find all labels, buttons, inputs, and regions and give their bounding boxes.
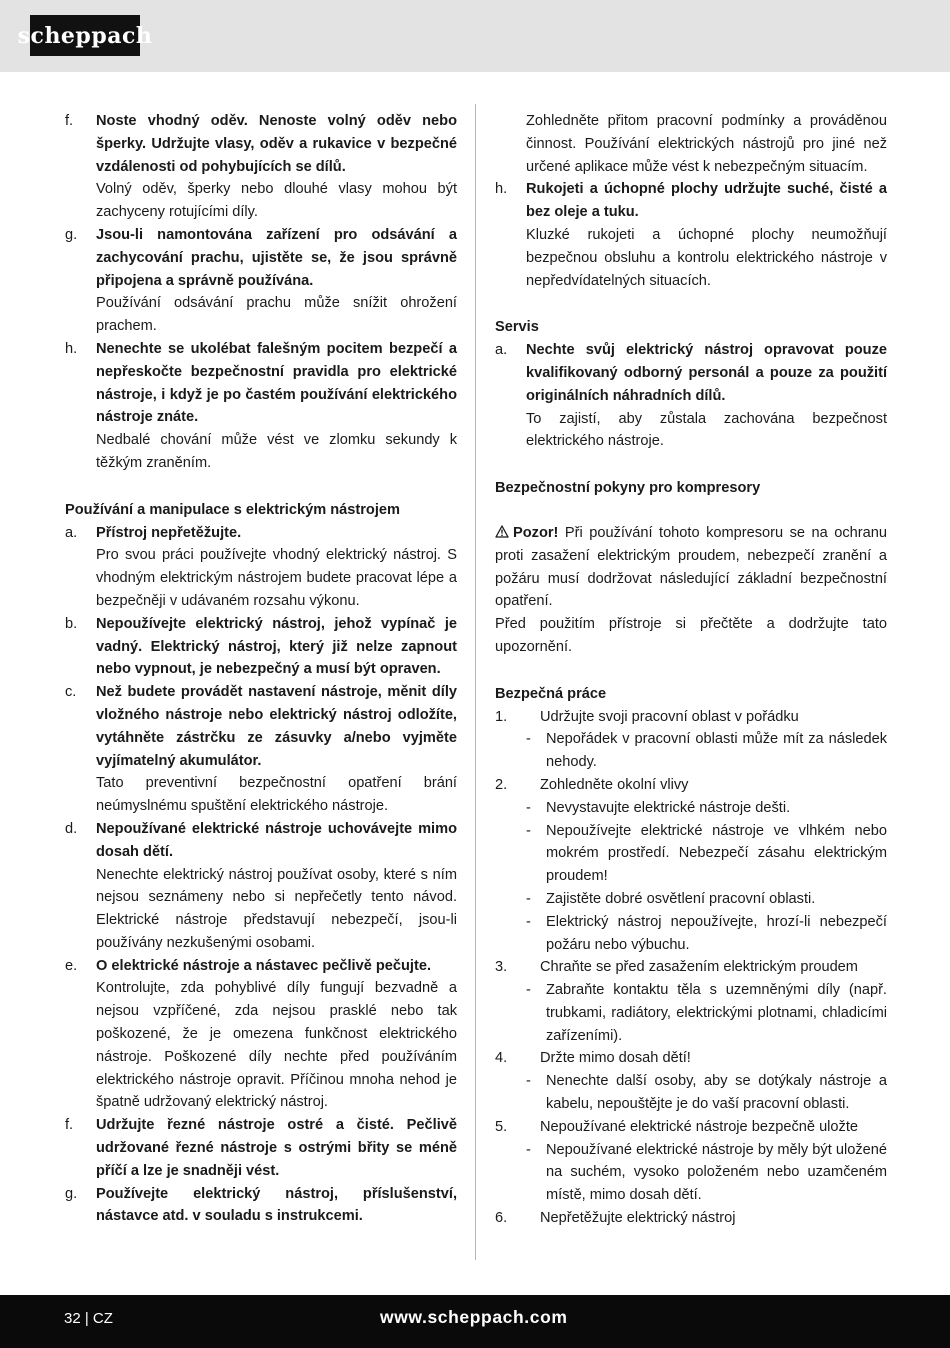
list-item-f2 (65, 1114, 457, 1182)
list-item-d (65, 818, 457, 955)
bullet-item (495, 979, 887, 1047)
list-item-h (65, 338, 457, 475)
bullet-text: Nenechte další osoby, aby se dotýkaly nástroje a kabelu, nepouštějte je do vaší pracovní oblasti. (546, 1073, 887, 1113)
section-title-servis: Servis (495, 319, 539, 336)
right-column (495, 110, 887, 1230)
bullet-text: Nevystavujte elektrické nástroje dešti. (546, 799, 791, 816)
warning-triangle-icon (495, 525, 509, 538)
numbered-item-1 (495, 706, 887, 729)
list-item-g (65, 224, 457, 338)
left-column (65, 110, 457, 1228)
item-body: To zajistí, aby zůstala zachována bezpečnost elektrického nástroje. (526, 410, 887, 450)
item-letter: b. (65, 615, 78, 632)
item-text: Nepoužívané elektrické nástroje bezpečně uložte (540, 1118, 859, 1135)
item-body: Volný oděv, šperky nebo dlouhé vlasy mohou být zachyceny rotujícími díly. (96, 181, 457, 221)
item-number: 6. (495, 1210, 508, 1227)
item-heading: Než budete provádět nastavení nástroje, měnit díly vložného nástroje nebo elektrický nástroj odložíte, vytáhněte zástrčku ze zásuvky a/nebo vyjměte vyjímatelný akumulátor. (96, 684, 457, 769)
item-number: 1. (495, 708, 508, 725)
item-body: Kontrolujte, zda pohyblivé díly fungují bezvadně a nejsou vzpříčené, zda nejsou prasklé nebo tak poškozené, že je omezena funkčnost elektrického nástroje. Poškozené díly nechte před používáním elektrického nástroje opravit. Příčinou mnoha nehod je špatně udržovaný elektrický nástroj. (96, 980, 457, 1111)
list-item-g2 (65, 1183, 457, 1229)
item-text: Chraňte se před zasažením elektrickým proudem (540, 959, 858, 976)
warning-text: Při používání tohoto kompresoru se na ochranu proti zasažení elektrickým proudem, nebezpečí zranění a požáru musí dodržovat následující základní bezpečnostní opatření. (495, 524, 887, 610)
dash-marker: - (526, 1073, 531, 1090)
column-divider (475, 104, 476, 1260)
numbered-item-2 (495, 774, 887, 797)
dash-marker: - (526, 799, 531, 816)
page-header (0, 0, 950, 72)
list-item-c (65, 681, 457, 818)
warning-paragraph-2: Před použitím přístroje si přečtěte a dodržujte tato upozornění. (495, 616, 887, 655)
dash-marker: - (526, 1141, 531, 1158)
dash-marker: - (526, 913, 531, 930)
item-heading: Rukojeti a úchopné plochy udržujte suché, čisté a bez oleje a tuku. (526, 181, 887, 221)
bullet-item (495, 728, 887, 774)
website-link[interactable]: www.scheppach.com (380, 1307, 568, 1327)
item-number: 3. (495, 959, 508, 976)
item-heading: O elektrické nástroje a nástavec pečlivě pečujte. (96, 957, 432, 974)
item-number: 2. (495, 776, 508, 793)
item-letter: d. (65, 820, 78, 837)
item-number: 4. (495, 1050, 508, 1067)
item-heading: Jsou-li namontována zařízení pro odsávání a zachycování prachu, ujistěte se, že jsou správně připojena a správně používána. (96, 226, 457, 289)
warning-label: Pozor! (513, 524, 559, 541)
warning-paragraph (495, 522, 887, 613)
item-body: Nedbalé chování může vést ve zlomku sekundy k těžkým zraněním. (96, 432, 457, 471)
item-letter: g. (65, 1185, 78, 1202)
item-body: Tato preventivní bezpečnostní opatření brání neúmyslnému spuštění elektrického nástroje. (96, 775, 457, 815)
bullet-item (495, 888, 887, 911)
item-letter: c. (65, 684, 77, 701)
continuation-text: Zohledněte přitom pracovní podmínky a prováděnou činnost. Používání elektrických nástrojů pro jiné než určené aplikace může vést k nebezpečným situacím. (526, 113, 887, 175)
section-title-safe-work: Bezpečná práce (495, 685, 607, 702)
dash-marker: - (526, 890, 531, 907)
bullet-item (495, 911, 887, 957)
bullet-text: Nepoužívané elektrické nástroje by měly být uložené na suchém, vysoko položeném nebo uzamčeném místě, mimo dosah dětí. (546, 1141, 887, 1204)
item-letter: e. (65, 957, 78, 974)
item-heading: Udržujte řezné nástroje ostré a čisté. Pečlivě udržované řezné nástroje s ostrými břity se méně příčí a lze je snadněji vést. (96, 1117, 457, 1179)
item-heading: Nenechte se ukolébat falešným pocitem bezpečí a nepřeskočte bezpečnostní pravidla pro elektrické nástroje, i když je po častém používání elektrického nástroje znáte. (96, 340, 457, 426)
numbered-item-6 (495, 1207, 887, 1230)
item-heading: Přístroj nepřetěžujte. (96, 524, 242, 541)
item-letter: a. (495, 342, 508, 359)
item-text: Zohledněte okolní vlivy (540, 776, 689, 793)
item-heading: Nechte svůj elektrický nástroj opravovat pouze kvalifikovaný odborný personál a pouze za použití originálních náhradních dílů. (526, 342, 887, 404)
list-item-f (65, 110, 457, 224)
list-item-e (65, 955, 457, 1115)
item-text: Držte mimo dosah dětí! (540, 1050, 691, 1067)
page-footer (0, 1295, 950, 1348)
item-letter: h. (65, 340, 78, 357)
item-letter: a. (65, 524, 78, 541)
item-letter: h. (495, 181, 508, 198)
item-letter: g. (65, 226, 78, 243)
item-heading: Nepoužívané elektrické nástroje uchovávejte mimo dosah dětí. (96, 820, 457, 860)
scheppach-logo: scheppach (30, 15, 140, 56)
dash-marker: - (526, 982, 531, 999)
bullet-text: Zajistěte dobré osvětlení pracovní oblasti. (546, 890, 816, 907)
item-heading: Používejte elektrický nástroj, příslušenství, nástavce atd. v souladu s instrukcemi. (96, 1185, 457, 1225)
numbered-item-3 (495, 956, 887, 979)
item-heading: Nepoužívejte elektrický nástroj, jehož vypínač je vadný. Elektrický nástroj, který již nelze zapnout nebo vypnout, je nebezpečný a musí být opraven. (96, 615, 457, 678)
bullet-item (495, 1070, 887, 1116)
item-text: Udržujte svoji pracovní oblast v pořádku (540, 708, 799, 725)
list-item-b (65, 613, 457, 681)
bullet-text: Nepoužívejte elektrické nástroje ve vlhkém nebo mokrém prostředí. Nebezpečí zásahu elektrickým proudem! (546, 822, 887, 885)
item-text: Nepřetěžujte elektrický nástroj (540, 1210, 736, 1227)
list-item-servis-a (495, 339, 887, 453)
page-number: 32 | CZ (64, 1310, 113, 1327)
item-body: Používání odsávání prachu může snížit ohrožení prachem. (96, 295, 457, 335)
bullet-item (495, 797, 887, 820)
item-letter: f. (65, 1117, 74, 1134)
item-body: Nenechte elektrický nástroj používat osoby, které s ním nejsou seznámeny nebo si nepřečetly tento návod. Elektrické nástroje představují nebezpečí, jsou-li používány nezkušenými osobami. (96, 866, 457, 951)
bullet-item (495, 1139, 887, 1207)
bullet-text: Elektrický nástroj nepoužívejte, hrozí-li nebezpečí požáru nebo výbuchu. (546, 913, 887, 953)
item-body: Pro svou práci používejte vhodný elektrický nástroj. S vhodným elektrickým nástrojem budete pracovat lépe a bezpečněji v udávaném rozsahu výkonu. (96, 547, 457, 609)
numbered-item-4 (495, 1047, 887, 1070)
item-body: Kluzké rukojeti a úchopné plochy neumožňují bezpečnou obsluhu a kontrolu elektrického nástroje v nepředvídatelných situacích. (526, 226, 887, 289)
item-letter: f. (65, 113, 74, 129)
item-heading: Noste vhodný oděv. Nenoste volný oděv nebo šperky. Udržujte vlasy, oděv a rukavice v bezpečné vzdálenosti od pohybujících se dílů. (96, 113, 457, 175)
bullet-text: Zabraňte kontaktu těla s uzemněnými díly (např. trubkami, radiátory, elektrickými plotnami, chladicími zařízeními). (546, 982, 887, 1044)
dash-marker: - (526, 822, 531, 839)
dash-marker: - (526, 731, 531, 748)
list-item-a (65, 522, 457, 613)
section-title-usage: Používání a manipulace s elektrickým nástrojem (65, 501, 400, 518)
bullet-item (495, 820, 887, 888)
section-title-compressor: Bezpečnostní pokyny pro kompresory (495, 480, 761, 497)
list-item-h-right (495, 178, 887, 292)
bullet-text: Nepořádek v pracovní oblasti může mít za následek nehody. (546, 731, 887, 771)
numbered-item-5 (495, 1116, 887, 1139)
item-number: 5. (495, 1118, 508, 1135)
